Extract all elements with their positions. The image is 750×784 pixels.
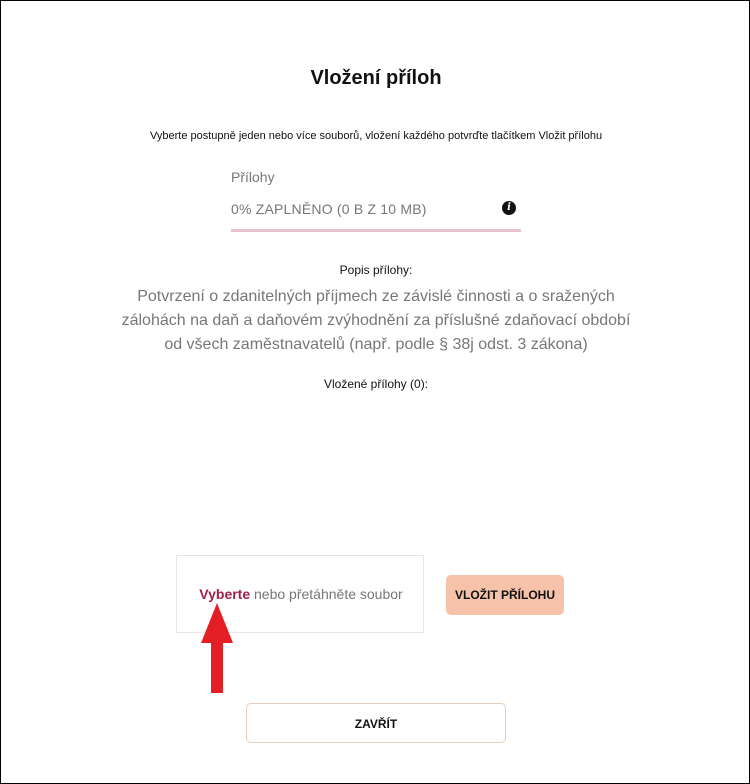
attachments-capacity-bar bbox=[231, 229, 521, 232]
choose-file-link[interactable]: Vyberte bbox=[199, 586, 251, 602]
insert-attachment-button[interactable]: VLOŽIT PŘÍLOHU bbox=[446, 575, 564, 615]
dialog-title: Vložení příloh bbox=[310, 67, 442, 89]
inserted-attachments-label: Vložené přílohy (0): bbox=[323, 377, 429, 391]
attachments-label: Přílohy bbox=[231, 169, 275, 185]
close-button[interactable]: ZAVŘÍT bbox=[246, 703, 506, 743]
dialog-subtitle: Vyberte postupně jeden nebo více souborů, vložení každého potvrďte tlačítkem Vložit přílohu bbox=[149, 130, 603, 142]
dropzone-text bbox=[177, 586, 425, 602]
description-text: Potvrzení o zdanitelných příjmech ze závislé činnosti a o sražených zálohách na daň a daňovém zvýhodnění za příslušné zdaňovací období od všech zaměstnavatelů (např. podle § 38j odst. 3 zákona) bbox=[121, 288, 631, 353]
red-arrow-up-icon bbox=[197, 603, 237, 695]
info-icon[interactable]: i bbox=[502, 201, 516, 215]
description-label: Popis přílohy: bbox=[339, 263, 413, 277]
attachments-capacity-value: 0% ZAPLNĚNO (0 B Z 10 MB) bbox=[231, 201, 427, 217]
dropzone-hint: nebo přetáhněte soubor bbox=[250, 586, 403, 602]
